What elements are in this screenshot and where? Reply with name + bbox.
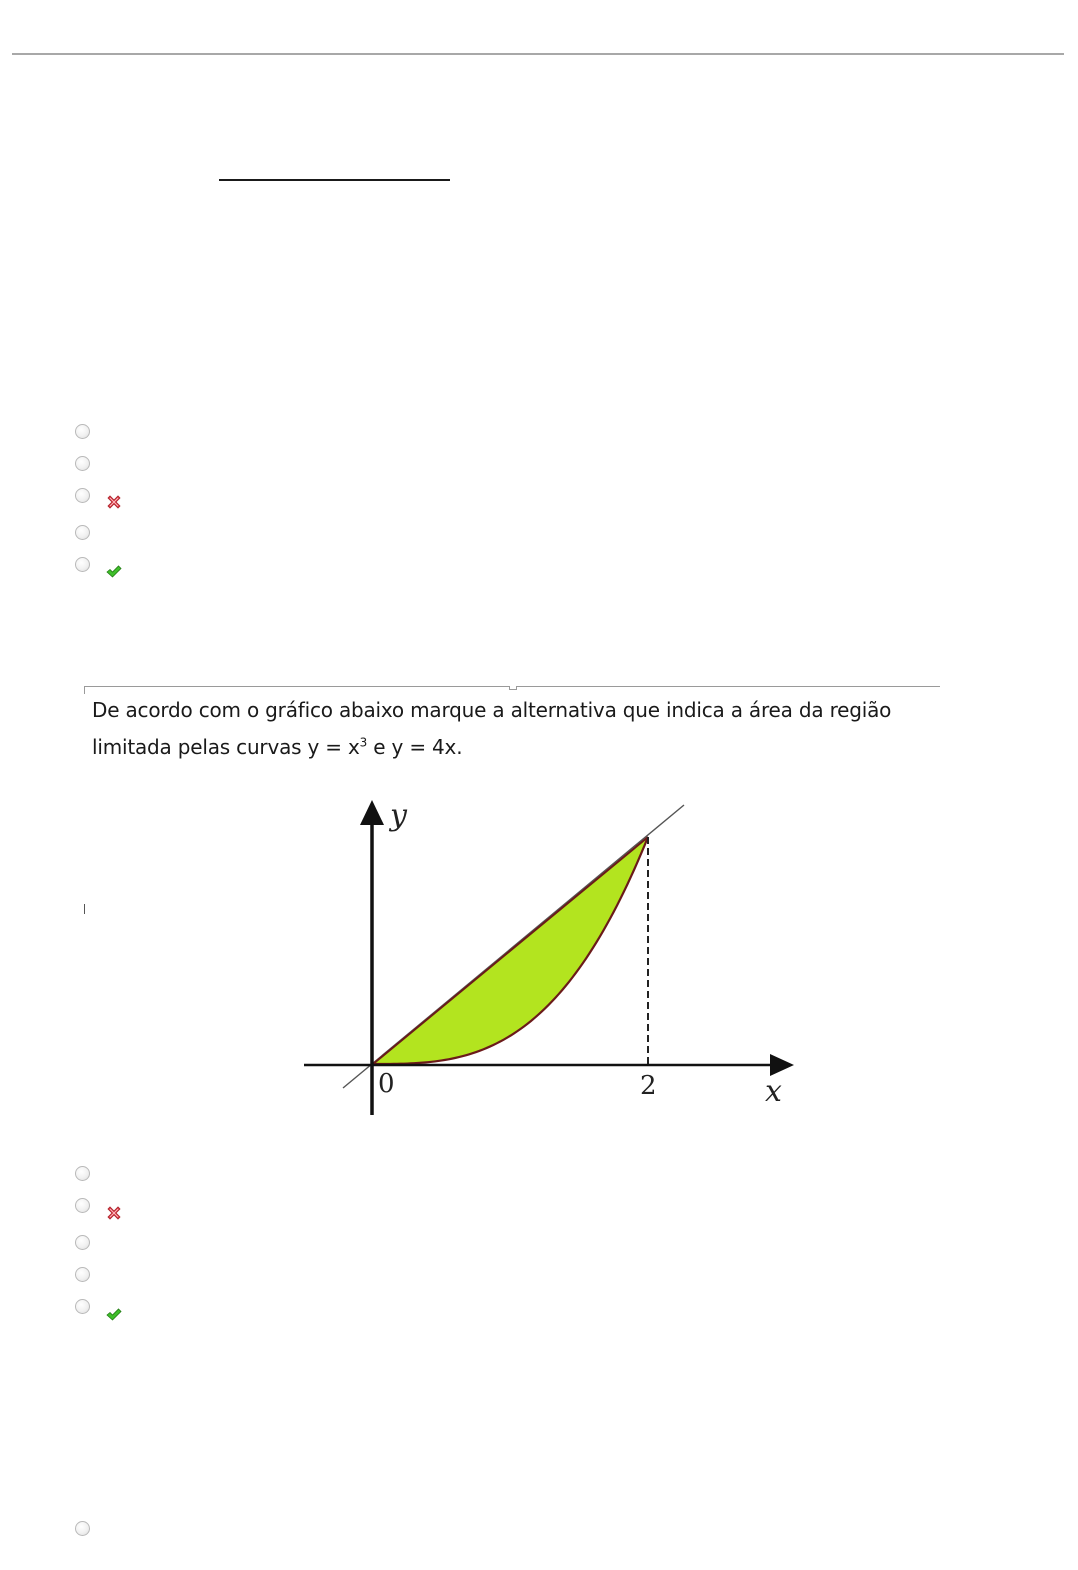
q2-option-4-radio[interactable]	[75, 1267, 90, 1282]
correct-answer-icon	[105, 1306, 123, 1324]
q1-option-4-radio[interactable]	[75, 525, 90, 540]
q2-option-1-radio[interactable]	[75, 1166, 90, 1181]
question2-text-part2: e y = 4x.	[367, 735, 463, 759]
q1-option-1-radio[interactable]	[75, 424, 90, 439]
y-axis-arrow	[360, 800, 384, 825]
x-tick-2-label: 2	[640, 1071, 657, 1101]
q1-option-3-radio[interactable]	[75, 488, 90, 503]
y-axis-label: y	[390, 798, 407, 833]
question-left-border	[84, 686, 85, 694]
title-underline	[219, 179, 450, 181]
correct-answer-icon	[105, 563, 123, 581]
x-axis-label: x	[765, 1074, 782, 1109]
q1-option-5-radio[interactable]	[75, 557, 90, 572]
q2-option-3-radio[interactable]	[75, 1235, 90, 1250]
question2-exponent: 3	[359, 735, 368, 750]
top-divider	[12, 53, 1064, 55]
wrong-answer-icon	[105, 493, 123, 511]
area-graph	[300, 795, 800, 1120]
q3-option-1-radio[interactable]	[75, 1521, 90, 1536]
origin-label: 0	[378, 1069, 395, 1099]
q1-option-2-radio[interactable]	[75, 456, 90, 471]
wrong-answer-icon	[105, 1204, 123, 1222]
x-axis-arrow	[770, 1054, 794, 1076]
question-left-tick	[84, 904, 85, 914]
question2-text-part1: De acordo com o gráfico abaixo marque a alternativa que indica a área da região limitada pelas curvas y = x	[92, 698, 892, 759]
q2-option-2-radio[interactable]	[75, 1198, 90, 1213]
question2-text	[92, 692, 942, 766]
question-border-notch	[509, 686, 517, 690]
q2-option-5-radio[interactable]	[75, 1299, 90, 1314]
